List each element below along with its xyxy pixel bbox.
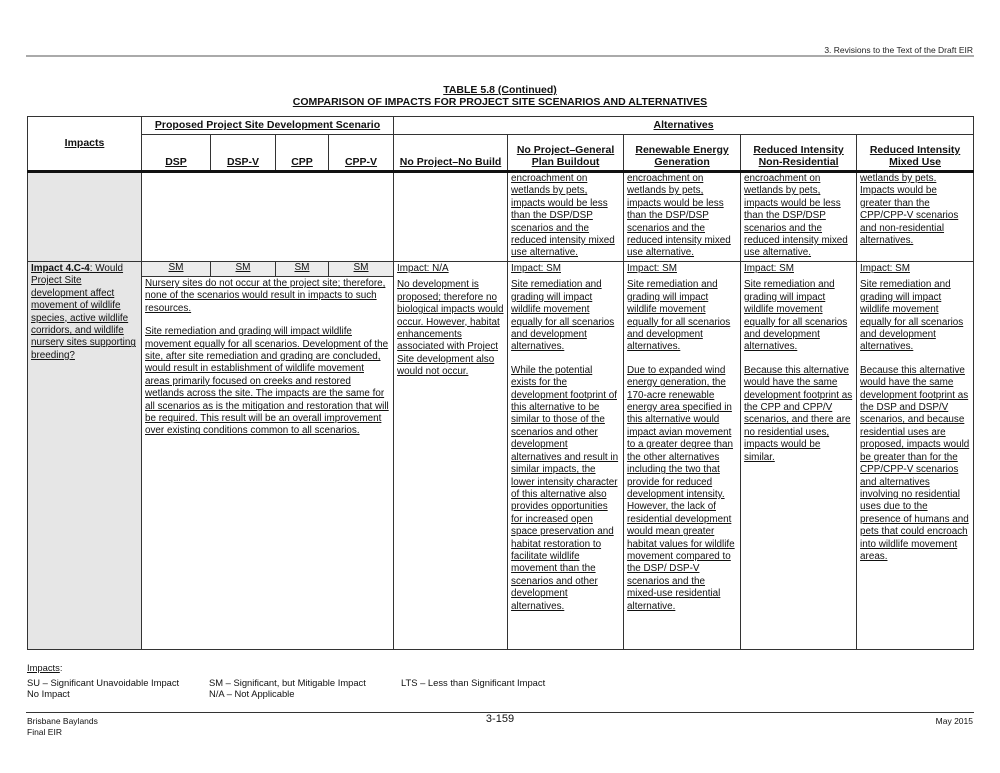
legend-na: N/A – Not Applicable bbox=[209, 688, 295, 699]
table-row-ratings bbox=[28, 262, 974, 277]
table-title-line1: TABLE 5.8 (Continued) bbox=[443, 84, 557, 96]
comparison-table bbox=[27, 116, 974, 650]
legend-lts: LTS – Less than Significant Impact bbox=[401, 676, 546, 688]
renewable-cell bbox=[624, 262, 741, 650]
header-dsp-v: DSP-V bbox=[211, 135, 276, 172]
ri-nonres-rating: Impact: SM bbox=[744, 263, 794, 274]
ri-mixed-text-2: Because this alternative would have the same development footprint as the DSP and DSP/V scenarios, and because residential uses are proposed, impacts would be greater than for the CPP/CPP-V scenarios and alternatives involving no residential uses due to the presence of humans and pets that could encroach into wildlife movement areas. bbox=[860, 364, 970, 562]
legend-su: SU – Significant Unavoidable Impact bbox=[27, 676, 180, 688]
header-row-columns bbox=[28, 135, 974, 172]
no-build-text: No development is proposed; therefore no biological impacts would occur. However, habitat enhancements associated with Project Site development also would not occur. bbox=[397, 279, 504, 378]
table-title bbox=[0, 84, 1000, 108]
header-ri-mixed: Reduced Intensity Mixed Use bbox=[857, 135, 974, 172]
renewable-text-2: Due to expanded wind energy generation, the 170-acre renewable energy area specified in this alternative would impact avian movement to a greater degree than the other alternatives including the two that provide for reduced development intensity. However, the lack of residential development would mean greater habitat values for wildlife movement compared to the DSP/ DSP-V scenarios and the mixed-use residential alternative. bbox=[627, 364, 735, 612]
impact-label-cell bbox=[28, 262, 142, 650]
ri-nonres-text-1: Site remediation and grading will impact wildlife movement equally for all scenarios and development alternatives. bbox=[744, 279, 848, 353]
ri-mixed-cell bbox=[857, 262, 974, 650]
renewable-text-1: Site remediation and grading will impact wildlife movement equally for all scenarios and development alternatives. bbox=[627, 279, 731, 353]
header-cpp: CPP bbox=[276, 135, 329, 172]
footer-project: Brisbane Baylands bbox=[27, 716, 98, 726]
header-group-proposed: Proposed Project Site Development Scenario bbox=[142, 117, 394, 135]
impact-question-text: : Would Project Site development affect movement of wildlife species, active wildlife corridors, and wildlife nursery sites supporting breeding? bbox=[31, 263, 136, 361]
header-general-plan: No Project–General Plan Buildout bbox=[508, 135, 624, 172]
rating-cpp-v: SM bbox=[329, 262, 394, 277]
footer-report: Final EIR bbox=[27, 727, 62, 737]
continued-ri-mixed: wetlands by pets. Impacts would be greater than the CPP/CPP-V scenarios and non-residential alternatives. bbox=[857, 172, 974, 262]
rating-dsp-v: SM bbox=[211, 262, 276, 277]
header-dsp: DSP bbox=[142, 135, 211, 172]
legend-no-impact: No Impact bbox=[27, 688, 70, 699]
ri-nonres-text-2: Because this alternative would have the same development footprint as the CPP and CPP/V scenarios, and there are no residential uses, impacts would be similar. bbox=[744, 364, 853, 463]
scenario-text-1: Nursery sites do not occur at the project site; therefore, none of the scenarios would result in impacts to such resources. bbox=[145, 278, 386, 314]
continued-scenario-cell bbox=[142, 172, 394, 262]
table-title-line2: COMPARISON OF IMPACTS FOR PROJECT SITE SCENARIOS AND ALTERNATIVES bbox=[292, 96, 708, 108]
impact-question bbox=[31, 263, 138, 362]
header-cpp-v: CPP-V bbox=[329, 135, 394, 172]
ri-mixed-text-1: Site remediation and grading will impact wildlife movement equally for all scenarios and development alternatives. bbox=[860, 279, 964, 353]
page-number: 3-159 bbox=[485, 713, 515, 725]
general-plan-text-1: Site remediation and grading will impact wildlife movement equally for all scenarios and development alternatives. bbox=[511, 279, 615, 353]
scenario-text-cell bbox=[142, 277, 394, 650]
header-renewable: Renewable Energy Generation bbox=[624, 135, 741, 172]
continued-no-build-cell bbox=[394, 172, 508, 262]
header-rule bbox=[26, 55, 974, 57]
general-plan-rating: Impact: SM bbox=[511, 263, 561, 274]
header-row-groups bbox=[28, 117, 974, 135]
rating-dsp: SM bbox=[142, 262, 211, 277]
running-header: 3. Revisions to the Text of the Draft EIR bbox=[824, 45, 973, 55]
continued-ri-nonres: encroachment on wetlands by pets, impacts would be less than the DSP/DSP scenarios and the reduced intensity mixed use alternative. bbox=[741, 172, 857, 262]
ri-nonres-cell bbox=[741, 262, 857, 650]
ri-mixed-rating: Impact: SM bbox=[860, 263, 910, 274]
header-group-alternatives: Alternatives bbox=[394, 117, 974, 135]
legend-heading-colon: : bbox=[59, 662, 63, 673]
continued-label-cell bbox=[28, 172, 142, 262]
scenario-text-2: Site remediation and grading will impact wildlife movement equally for all scenarios. Development of the site, after site remediation and grading are concluded, would result in establishment of wildlife movement areas primarily focused on creeks and restored wetlands across the site. The impacts are the same for all scenarios as is the mitigation and restoration that will be required. This result will be an overall improvement over existing conditions common to all scenarios. bbox=[145, 326, 389, 437]
legend-sm: SM – Significant, but Mitigable Impact bbox=[209, 676, 366, 688]
footer-date: May 2015 bbox=[935, 716, 973, 726]
header-no-build: No Project–No Build bbox=[394, 135, 508, 172]
rating-cpp: SM bbox=[276, 262, 329, 277]
general-plan-cell bbox=[508, 262, 624, 650]
table-row-continued bbox=[28, 172, 974, 262]
impact-id: Impact 4.C-4 bbox=[31, 263, 90, 274]
impacts-legend bbox=[27, 662, 546, 700]
no-build-rating: Impact: N/A bbox=[397, 263, 449, 274]
continued-general-plan: encroachment on wetlands by pets, impacts would be less than the DSP/DSP scenarios and the reduced intensity mixed use alternative. bbox=[508, 172, 624, 262]
general-plan-text-2: While the potential exists for the development footprint of this alternative to be similar to those of the scenarios and other development alternatives and result in similar impacts, the lower intensity character of this alternative also provides opportunities for increased open space preservation and habitat restoration to facilitate wildlife movement than the scenarios and other development alternatives. bbox=[511, 364, 619, 612]
header-impacts: Impacts bbox=[28, 117, 142, 172]
header-ri-nonres: Reduced Intensity Non-Residential bbox=[741, 135, 857, 172]
renewable-rating: Impact: SM bbox=[627, 263, 677, 274]
continued-renewable: encroachment on wetlands by pets, impacts would be less than the DSP/DSP scenarios and the reduced intensity mixed use alternative. bbox=[624, 172, 741, 262]
legend-heading: Impacts bbox=[27, 662, 60, 673]
no-build-cell bbox=[394, 262, 508, 650]
